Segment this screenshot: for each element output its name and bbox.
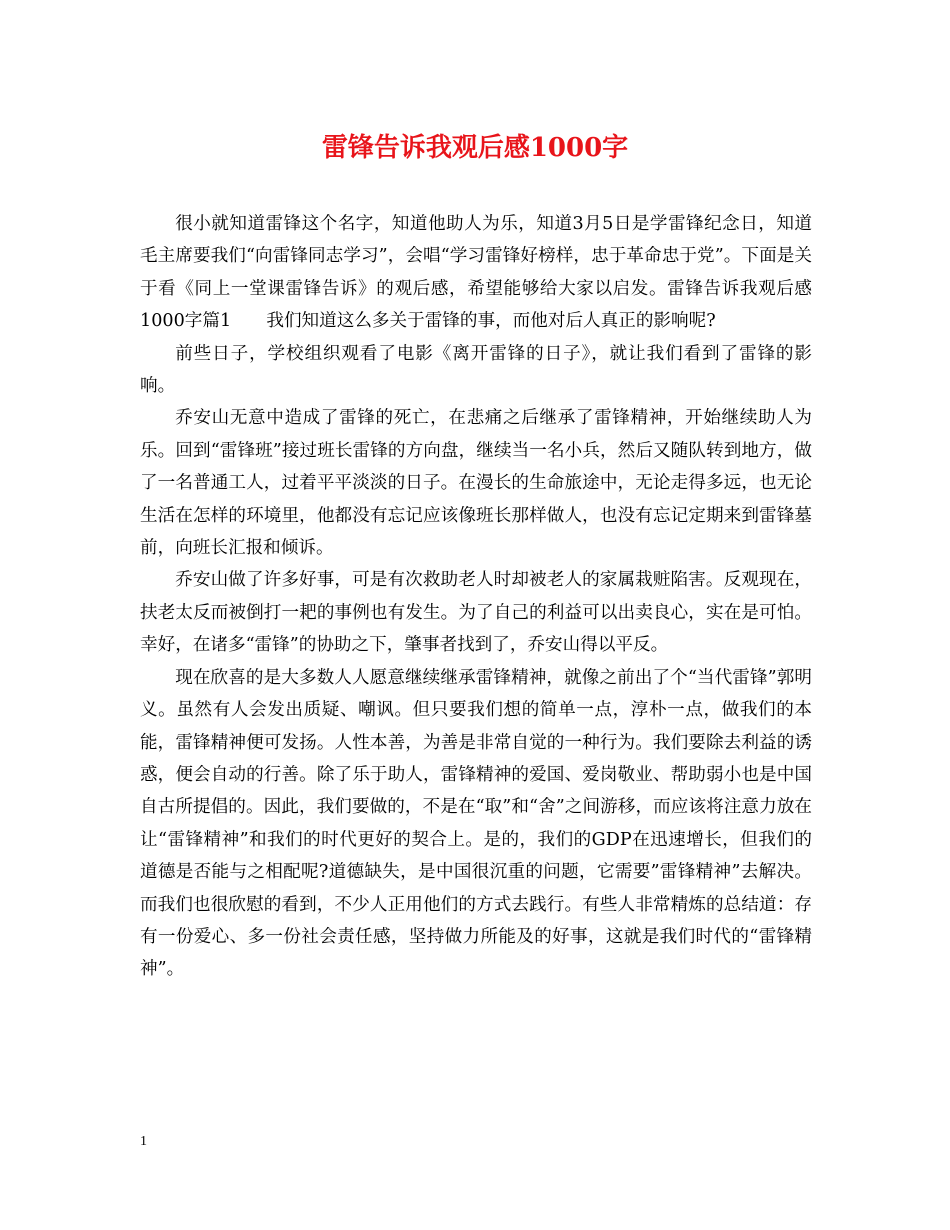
page-number: 1 (140, 1134, 147, 1149)
paragraph-5: 现在欣喜的是大多数人人愿意继续继承雷锋精神，就像之前出了个“当代雷锋”郭明义。虽然有人会发出质疑、嘲讽。但只要我们想的简单一点，淳朴一点，做我们的本能，雷锋精神便可发扬。人性本善，为善是非常自觉的一种行为。我们要除去利益的诱惑，便会自动的行善。除了乐于助人，雷锋精神的爱国、爱岗敬业、帮助弱小也是中国自古所提倡的。因此，我们要做的，不是在“取”和“舍”之间游移，而应该将注意力放在让“雷锋精神”和我们的时代更好的契合上。是的，我们的GDP在迅速增长，但我们的道德是否能与之相配呢?道德缺失，是中国很沉重的问题，它需要”雷锋精神”去解决。而我们也很欣慰的看到，不少人正用他们的方式去践行。有些人非常精炼的总结道：存有一份爱心、多一份社会责任感，坚持做力所能及的好事，这就是我们时代的“雷锋精神”。 (140, 667, 812, 980)
paragraph-2: 前些日子，学校组织观看了电影《离开雷锋的日子》，就让我们看到了雷锋的影响。 (140, 343, 812, 397)
paragraph-3: 乔安山无意中造成了雷锋的死亡，在悲痛之后继承了雷锋精神，开始继续助人为乐。回到“雷锋班”接过班长雷锋的方向盘，继续当一名小兵，然后又随队转到地方，做了一名普通工人，过着平平淡淡的日子。在漫长的生命旅途中，无论走得多远，也无论生活在怎样的环境里，他都没有忘记应该像班长那样做人，也没有忘记定期来到雷锋墓前，向班长汇报和倾诉。 (140, 408, 812, 559)
paragraph-4: 乔安山做了许多好事，可是有次救助老人时却被老人的家属栽赃陷害。反观现在，扶老太反而被倒打一耙的事例也有发生。为了自己的利益可以出卖良心，实在是可怕。幸好，在诸多“雷锋”的协助之下，肇事者找到了，乔安山得以平反。 (140, 570, 812, 656)
document-title: 雷锋告诉我观后感1000字 (321, 133, 629, 163)
document-body (140, 208, 812, 986)
paragraph-1: 很小就知道雷锋这个名字，知道他助人为乐，知道3月5日是学雷锋纪念日，知道毛主席要我们“向雷锋同志学习”，会唱“学习雷锋好榜样，忠于革命忠于党”。下面是关于看《同上一堂课雷锋告诉》的观后感，希望能够给大家以启发。雷锋告诉我观后感1000字篇1 我们知道这么多关于雷锋的事，而他对后人真正的影响呢? (140, 214, 812, 332)
